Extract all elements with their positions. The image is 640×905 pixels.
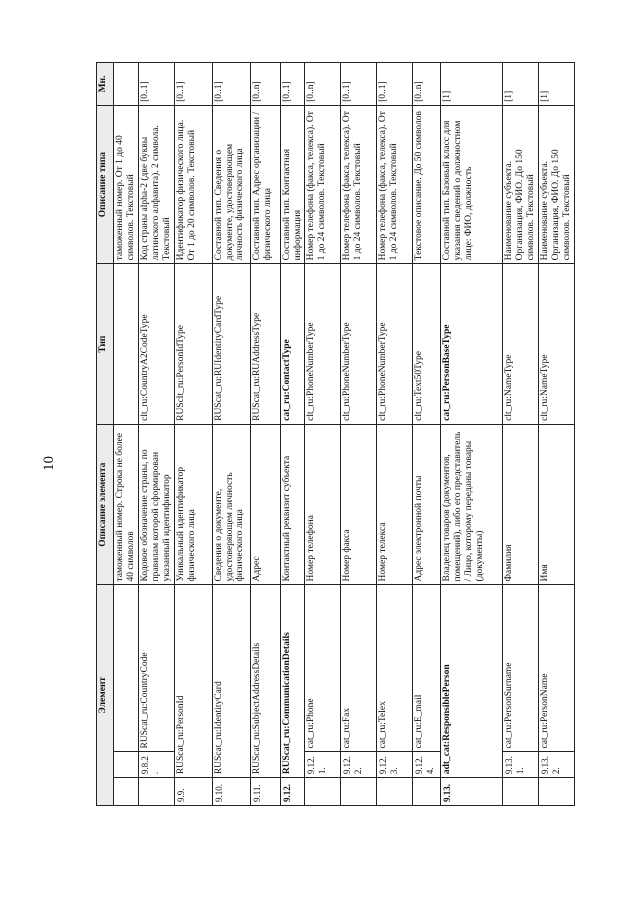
type-description: Код страны alpha-2 (две буквы латинского алфавита). 2 символа. Текстовый: [138, 105, 174, 263]
cardinality: [1]: [503, 63, 539, 106]
element-name: RUScat_ru:SubjectAddressDetails: [250, 585, 280, 778]
element-name: adt_cat:ResponsiblePerson: [441, 585, 503, 778]
row-number: 9.12.4.: [413, 752, 441, 778]
type-name: RUScat_ru:RUAddressType: [250, 264, 280, 425]
cardinality: [0..n]: [250, 63, 280, 106]
table-row: [280, 63, 305, 806]
row-number: 9.12.3.: [377, 752, 413, 778]
type-name: [114, 264, 139, 425]
table-row: [250, 63, 280, 806]
element-name: RUScat_ru:CommunicationDetails: [280, 585, 305, 778]
type-description: Номер телефона (факса, телекса). От 1 до 24 символов. Текстовый: [305, 105, 341, 263]
table-body: [114, 63, 575, 806]
element-name: cat_ru:Telex: [377, 585, 413, 752]
type-name: clt_ru:CountryA2CodeType: [138, 264, 174, 425]
indent-cell: [503, 778, 539, 806]
element-description: Сведения о документе, удостоверяющем личность физического лица: [212, 424, 250, 585]
element-description: Адрес электронной почты: [413, 424, 441, 585]
table-row: [441, 63, 503, 806]
element-description: таможенный номер. Строка не более 40 символов: [114, 424, 139, 585]
type-name: cat_ru:ContactType: [280, 264, 305, 425]
element-description: Номер факса: [341, 424, 377, 585]
element-name: RUScat_ru:PersonId: [174, 585, 212, 778]
row-number: 9.10.: [212, 778, 250, 806]
row-number: [114, 752, 139, 778]
type-name: clt_ru:PhoneNumberType: [305, 264, 341, 425]
type-name: clt_ru:NameType: [503, 264, 539, 425]
type-name: RUScat_ru:RUIdentityCardType: [212, 264, 250, 425]
cardinality: [0..1]: [212, 63, 250, 106]
element-description: Уникальный идентификатор физического лица: [174, 424, 212, 585]
type-description: Идентификатор физического лица. От 1 до 20 символов. Текстовый: [174, 105, 212, 263]
indent-cell: [377, 778, 413, 806]
cardinality: [0..1]: [138, 63, 174, 106]
element-name: [114, 585, 139, 752]
type-description: Составной тип. Контактная информация: [280, 105, 305, 263]
element-description: Контактный реквизит субъекта: [280, 424, 305, 585]
header-type: Тип: [97, 264, 114, 425]
indent-cell: [305, 778, 341, 806]
element-name: cat_ru:Phone: [305, 585, 341, 752]
indent-cell: [114, 778, 139, 806]
row-number: 9.11.: [250, 778, 280, 806]
header-type-desc: Описание типа: [97, 105, 114, 263]
cardinality: [1]: [539, 63, 575, 106]
cardinality: [114, 63, 139, 106]
cardinality: [1]: [441, 63, 503, 106]
cardinality: [0..1]: [280, 63, 305, 106]
type-description: Наименование субъекта. Организация, ФИО. До 150 символов. Текстовый: [503, 105, 539, 263]
element-name: cat_ru:PersonSurname: [503, 585, 539, 752]
row-number: 9.12.: [280, 778, 305, 806]
type-name: clt_ru:Text50Type: [413, 264, 441, 425]
type-name: clt_ru:NameType: [539, 264, 575, 425]
table-row: [413, 63, 441, 806]
element-name: cat_ru:PersonName: [539, 585, 575, 752]
cardinality: [0..1]: [174, 63, 212, 106]
page-number: 10: [41, 456, 57, 471]
row-number: 9.8.2.: [138, 752, 174, 778]
type-name: clt_ru:PhoneNumberType: [377, 264, 413, 425]
element-name: RUScat_ru:CountryCode: [138, 585, 174, 752]
table-row: [377, 63, 413, 806]
element-name: cat_ru:E_mail: [413, 585, 441, 752]
indent-cell: [413, 778, 441, 806]
table-row: [341, 63, 377, 806]
rotated-table-container: [96, 62, 616, 806]
table-row: [114, 63, 139, 806]
indent-cell: [138, 778, 174, 806]
element-table: [96, 62, 575, 806]
element-description: Адрес: [250, 424, 280, 585]
type-description: Составной тип. Сведения о документе, удостоверяющем личность физического лица: [212, 105, 250, 263]
indent-cell: [539, 778, 575, 806]
table-row: [174, 63, 212, 806]
element-name: RUScat_ru:IdentityCard: [212, 585, 250, 778]
table-row: [503, 63, 539, 806]
type-description: Наименование субъекта. Организация, ФИО. До 150 символов. Текстовый: [539, 105, 575, 263]
header-element: Элемент: [97, 585, 114, 806]
cardinality: [0..1]: [377, 63, 413, 106]
table-row: [305, 63, 341, 806]
cardinality: [0..n]: [305, 63, 341, 106]
row-number: 9.12.1.: [305, 752, 341, 778]
element-description: Владелец товаров (документов, помещений), либо его представитель / Лицо, которому переданы товары (документы): [441, 424, 503, 585]
type-description: Текстовое описание. До 50 символов: [413, 105, 441, 263]
type-name: cat_ru:PersonBaseType: [441, 264, 503, 425]
header-card: Мн.: [97, 63, 114, 106]
type-description: таможенный номер. От 1 до 40 символов. Текстовый: [114, 105, 139, 263]
table-row: [212, 63, 250, 806]
cardinality: [0..n]: [413, 63, 441, 106]
indent-cell: [341, 778, 377, 806]
type-description: Составной тип. Адрес организации / физического лица: [250, 105, 280, 263]
element-name: cat_ru:Fax: [341, 585, 377, 752]
type-description: Составной тип. Базовый класс для указания сведений о должностном лице: ФИО, должность: [441, 105, 503, 263]
table-row: [539, 63, 575, 806]
element-description: Номер телекса: [377, 424, 413, 585]
element-description: Номер телефона: [305, 424, 341, 585]
table-row: [138, 63, 174, 806]
type-name: RUSclt_ru:PersonIdType: [174, 264, 212, 425]
row-number: 9.9.: [174, 778, 212, 806]
type-name: clt_ru:PhoneNumberType: [341, 264, 377, 425]
cardinality: [0..1]: [341, 63, 377, 106]
row-number: 9.13.1.: [503, 752, 539, 778]
element-description: Кодовое обозначение страны, по правилам которой сформирован указанный идентификатор: [138, 424, 174, 585]
header-element-desc: Описание элемента: [97, 424, 114, 585]
element-description: Имя: [539, 424, 575, 585]
element-description: Фамилия: [503, 424, 539, 585]
type-description: Номер телефона (факса, телекса). От 1 до 24 символов. Текстовый: [341, 105, 377, 263]
row-number: 9.13.: [441, 778, 503, 806]
row-number: 9.13.2.: [539, 752, 575, 778]
type-description: Номер телефона (факса, телекса). От 1 до 24 символов. Текстовый: [377, 105, 413, 263]
row-number: 9.12.2.: [341, 752, 377, 778]
table-header-row: [97, 63, 114, 806]
